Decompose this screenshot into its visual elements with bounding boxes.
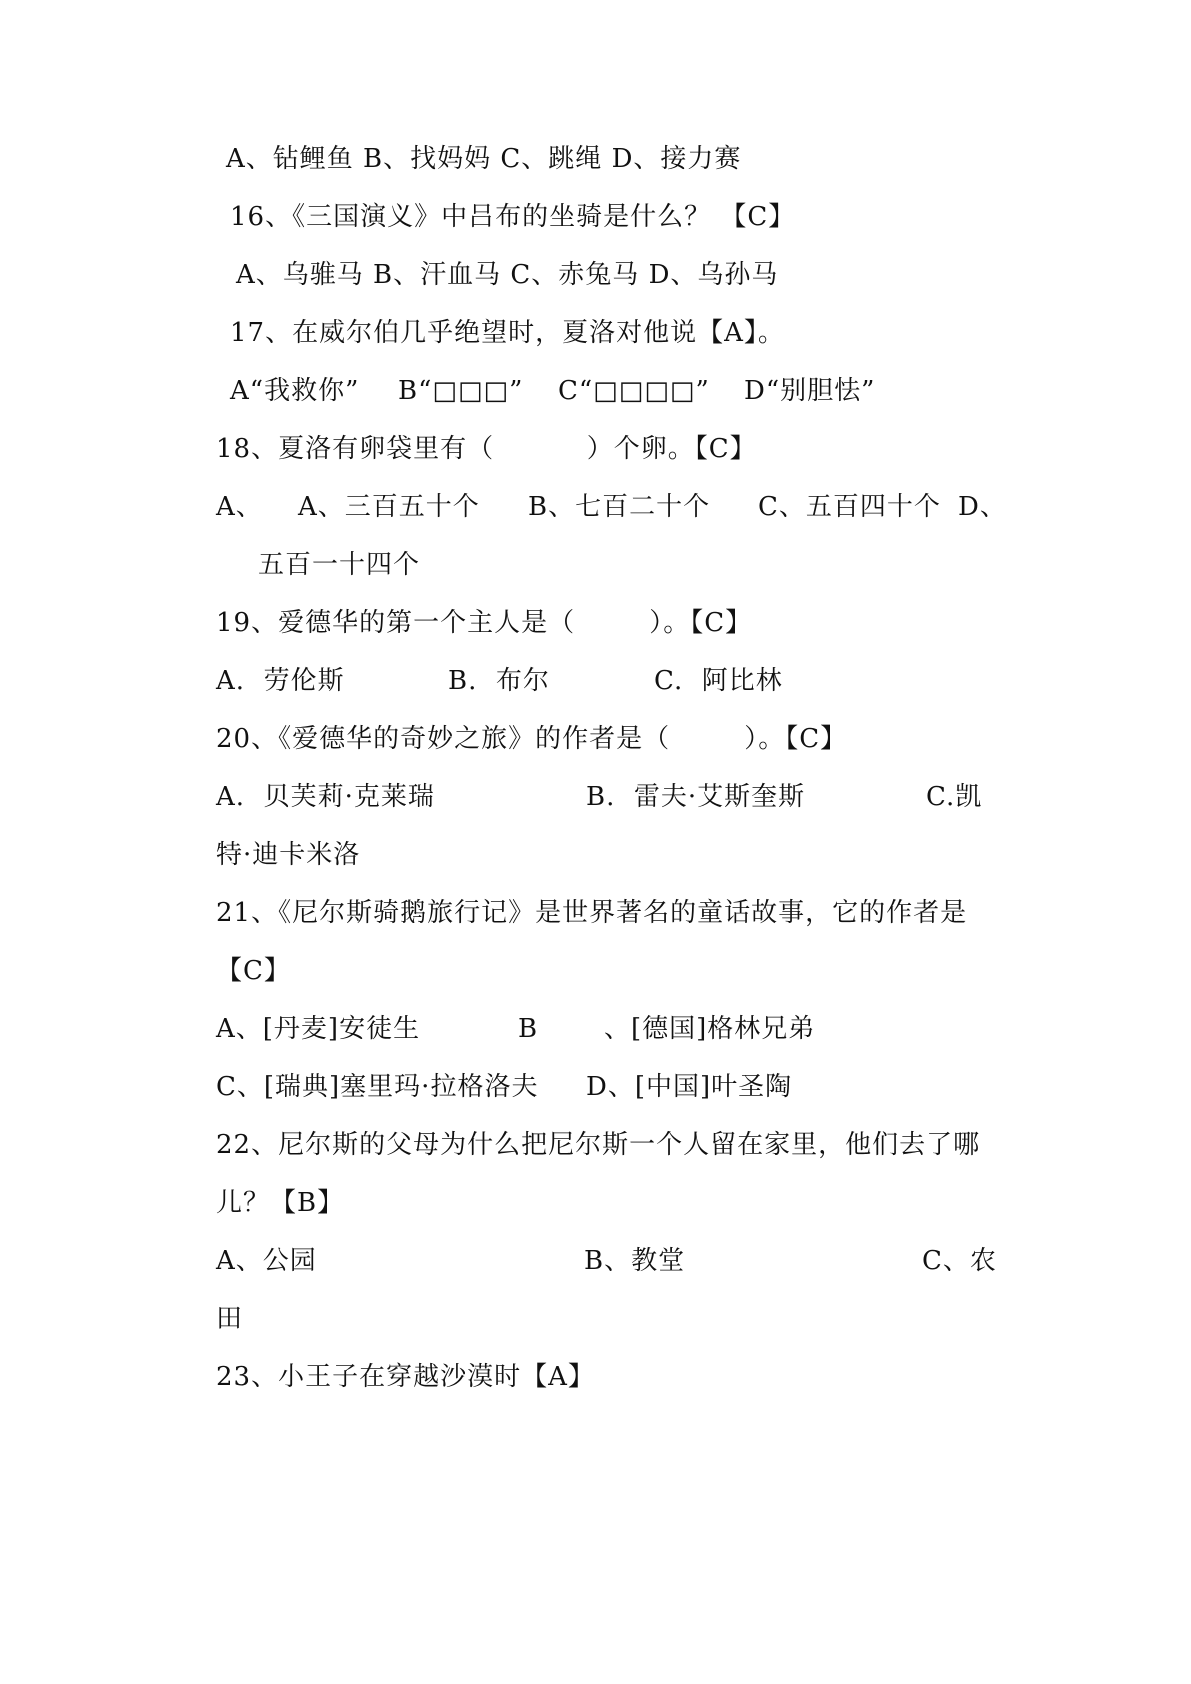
q19-option-c: C. 阿比林 [654, 666, 783, 696]
q17-option-c: C“□□□□” [558, 376, 710, 406]
question-16: 16、《三国演义》中吕布的坐骑是什么？ 【C】 [230, 202, 796, 232]
question-21: 21、《尼尔斯骑鹅旅行记》是世界著名的童话故事，它的作者是 [216, 898, 968, 928]
q22-option-c: C、农 [922, 1246, 997, 1276]
q17-option-a: A“我救你” [230, 376, 360, 406]
q20-option-c: C.凯 [926, 782, 983, 812]
q18-option-d-text: 五百一十四个 [258, 550, 421, 580]
q21-option-a: A、[丹麦]安徒生 [216, 1014, 421, 1044]
q21-option-c: C、[瑞典]塞里玛·拉格洛夫 [216, 1072, 539, 1102]
q18-option-c: C、五百四十个 [758, 492, 941, 522]
q18-option-d: D、 [958, 492, 1007, 522]
q20-option-b: B. 雷夫·艾斯奎斯 [586, 782, 806, 812]
q20-option-a: A. 贝芙莉·克莱瑞 [216, 782, 435, 812]
q22-option-b: B、教堂 [584, 1246, 686, 1276]
q18-option-a: A、三百五十个 [298, 492, 480, 522]
q20-option-c-text: 特·迪卡米洛 [216, 840, 361, 870]
q18-option-label: A、 [216, 492, 263, 522]
q22-option-a: A、公园 [216, 1246, 317, 1276]
question-22: 22、尼尔斯的父母为什么把尼尔斯一个人留在家里，他们去了哪 [216, 1130, 981, 1160]
question-18: 18、夏洛有卵袋里有（ ）个卵。【C】 [216, 434, 757, 464]
question-20: 20、《爱德华的奇妙之旅》的作者是（ ）。【C】 [216, 724, 848, 754]
q17-option-b: B“□□□” [398, 376, 524, 406]
q18-option-b: B、七百二十个 [528, 492, 711, 522]
q21-option-b-label: B [518, 1014, 539, 1044]
q19-option-b: B. 布尔 [448, 666, 550, 696]
question-23: 23、小王子在穿越沙漠时【A】 [216, 1362, 595, 1392]
q17-option-d: D“别胆怯” [744, 376, 876, 406]
q19-option-a: A. 劳伦斯 [216, 666, 345, 696]
q21-option-b: 、[德国]格林兄弟 [604, 1014, 816, 1044]
question-21-answer: 【C】 [216, 956, 291, 986]
q15-options: A、钻鲤鱼 B、找妈妈 C、跳绳 D、接力赛 [226, 144, 742, 174]
q22-option-c-text: 田 [216, 1304, 244, 1334]
q16-options: A、乌骓马 B、汗血马 C、赤兔马 D、乌孙马 [236, 260, 779, 290]
question-22-cont: 儿？【B】 [216, 1188, 345, 1218]
question-19: 19、爱德华的第一个主人是（ ）。【C】 [216, 608, 753, 638]
question-17: 17、在威尔伯几乎绝望时，夏洛对他说【A】。 [230, 318, 785, 348]
q21-option-d: D、[中国]叶圣陶 [586, 1072, 793, 1102]
